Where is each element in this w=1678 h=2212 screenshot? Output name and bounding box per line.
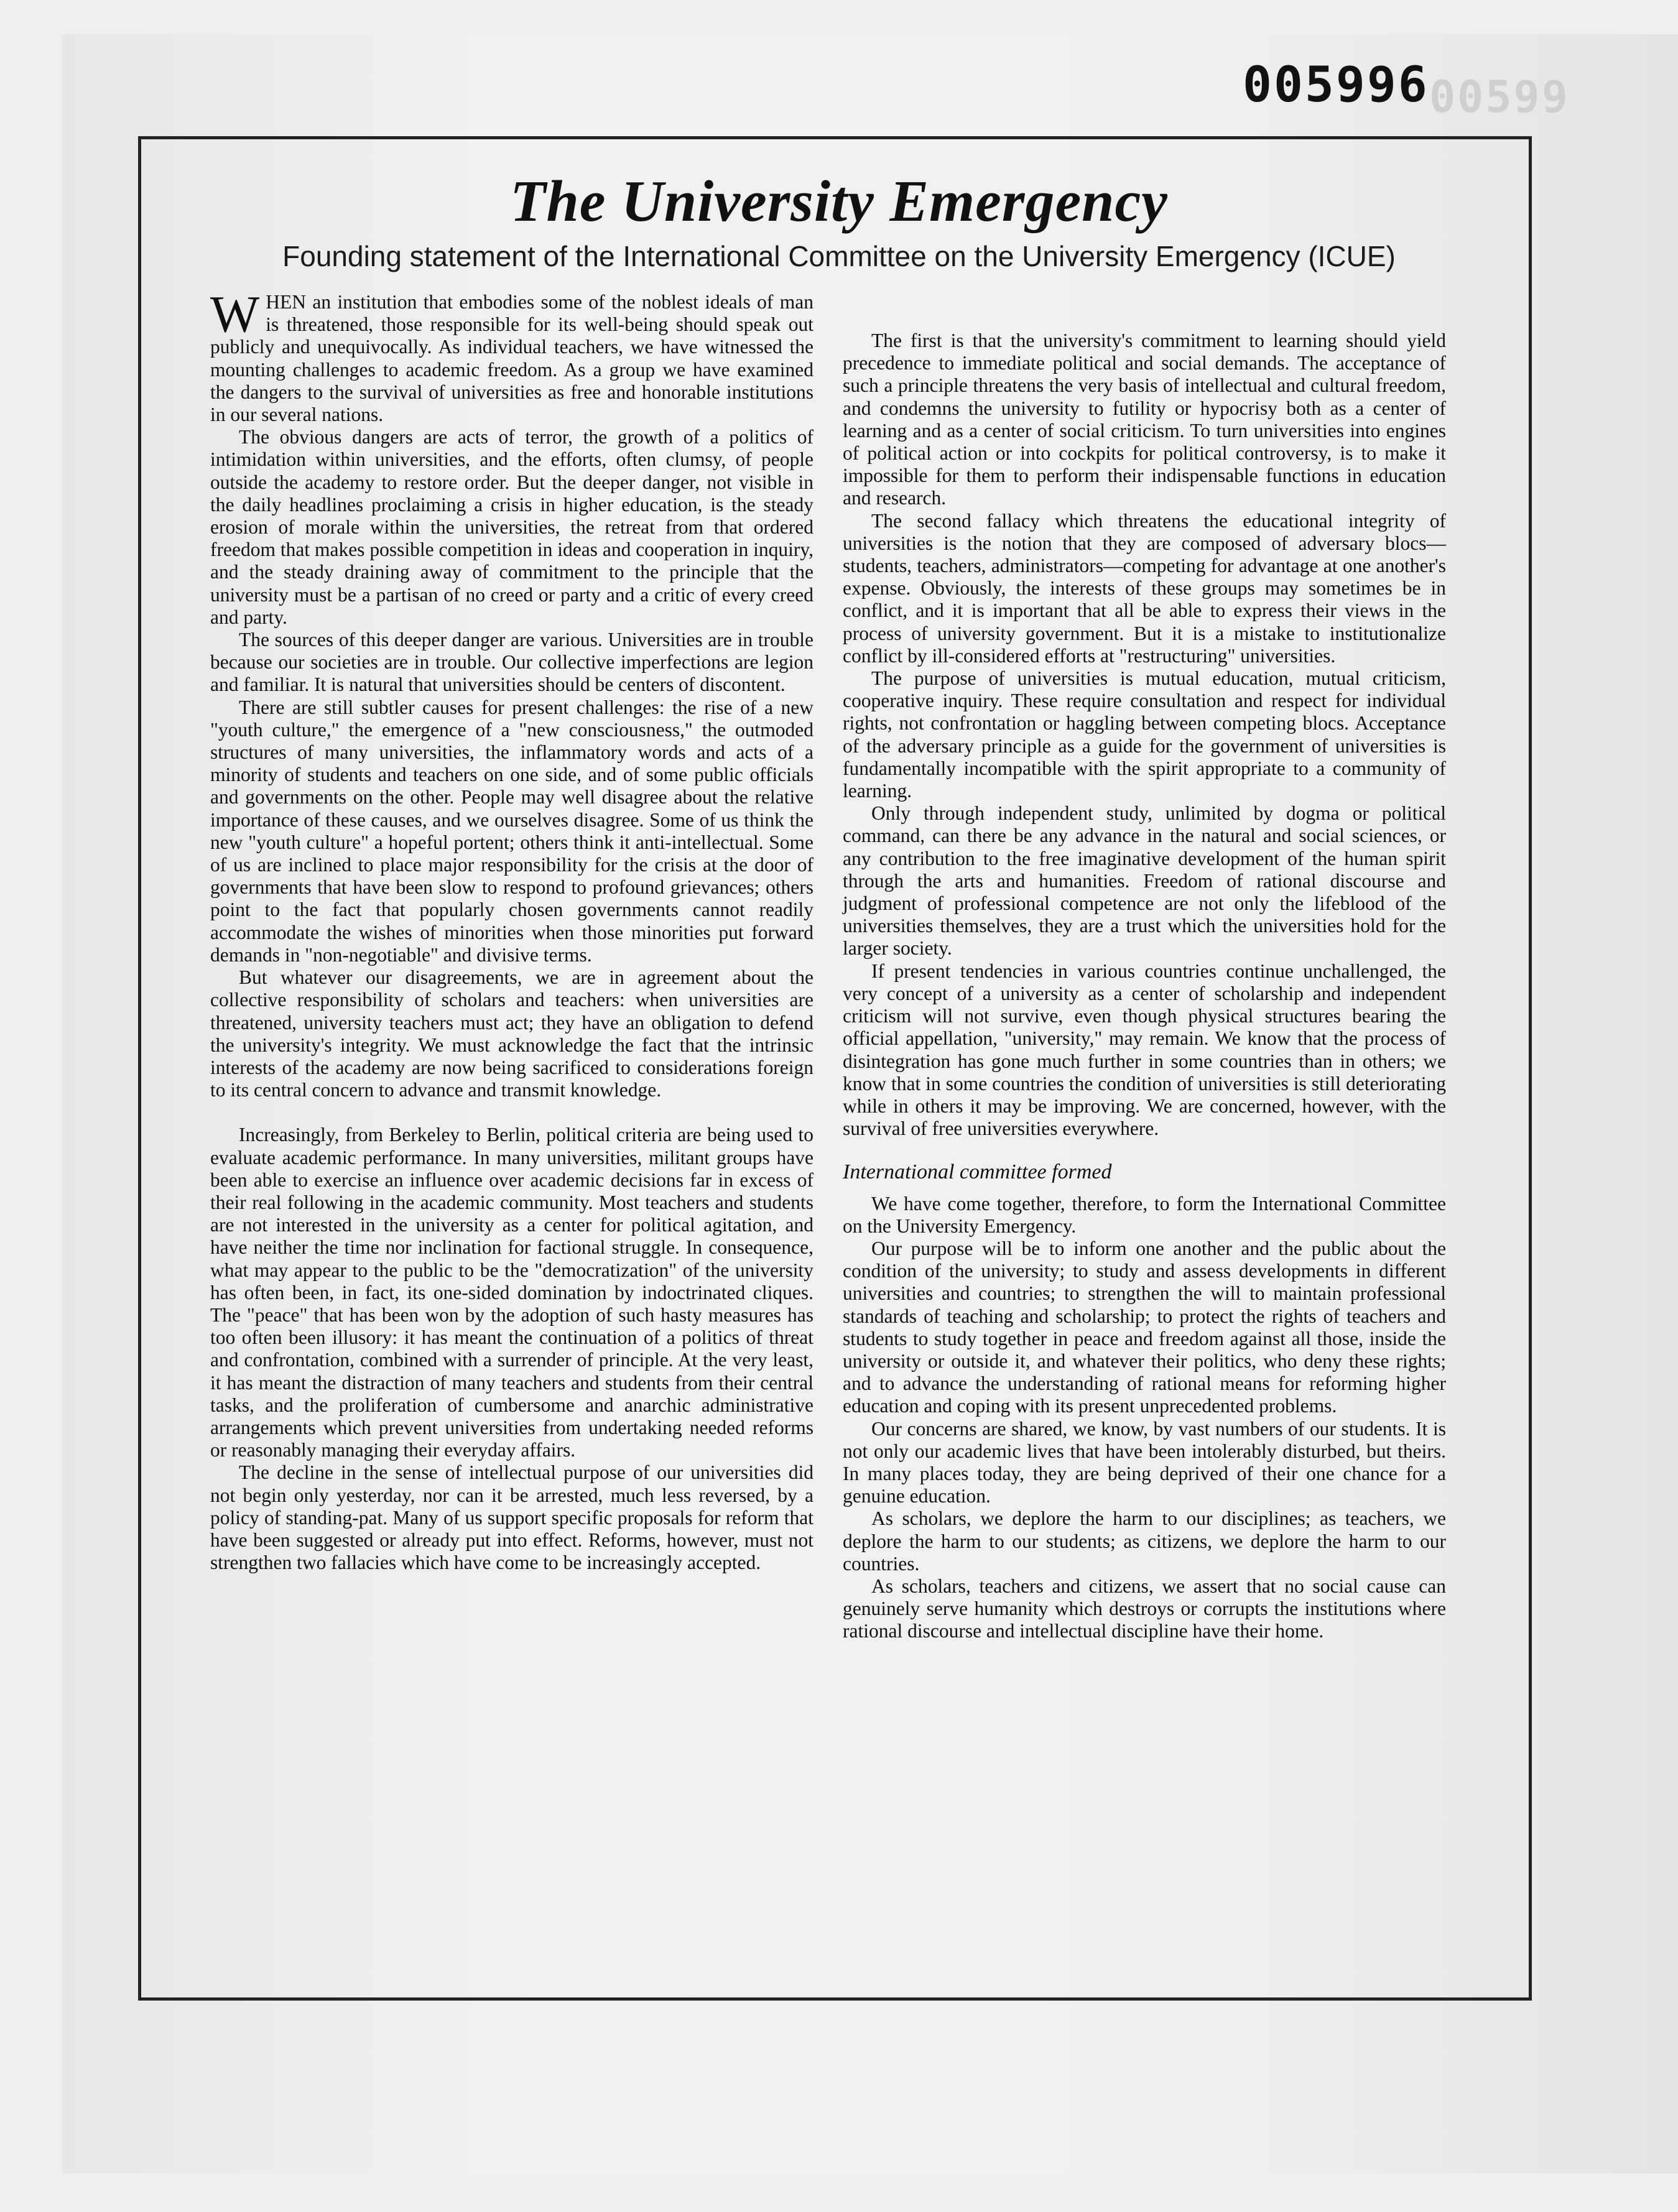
document-number-stamp: 005996 — [1243, 57, 1429, 113]
paragraph: Our concerns are shared, we know, by vast numbers of our students. It is not only our academic lives that have been intolerably disturbed, but theirs. In many places today, they are being deprived of their one chance for a genuine education. — [843, 1417, 1446, 1507]
paragraph: Our purpose will be to inform one another and the public about the condition of the university; to study and assess developments in different universities and countries; to strengthen the will to maintain professional standards of teaching and scholarship; to protect the rights of teachers and students to study together in peace and freedom against all those, inside the university or outside it, and whatever their politics, who deny these rights; and to advance the understanding of rational means for reforming higher education and coping with its present unprecedented problems. — [843, 1237, 1446, 1417]
paragraph: We have come together, therefore, to form the International Committee on the University Emergency. — [843, 1192, 1446, 1237]
paragraph: The obvious dangers are acts of terror, the growth of a politics of intimidation within universities, and the efforts, often clumsy, of people outside the academy to restore order. But the deeper danger, not visible in the daily headlines proclaiming a crisis in higher education, is the steady erosion of morale within the universities, the retreat from that ordered freedom that makes possible competition in ideas and cooperation in inquiry, and the steady draining away of commitment to the principle that the university must be a partisan of no creed or party and a critic of every creed and party. — [210, 426, 814, 628]
page-subtitle: Founding statement of the International Committee on the University Emergency (ICUE) — [282, 240, 1396, 272]
paragraph: The second fallacy which threatens the educational integrity of universities is the notion that they are composed of adversary blocs—students, teachers, administrators—competing for advantage at one another's expense. Obviously, the interests of these groups may sometimes be in conflict, and it is important that all be able to express their views in the process of university government. But it is a mistake to institutionalize conflict by ill-considered efforts at "restructuring" universities. — [843, 509, 1446, 667]
right-column — [843, 330, 1446, 1643]
drop-cap: W — [210, 285, 260, 343]
left-column — [210, 285, 814, 1574]
paragraph: The decline in the sense of intellectual purpose of our universities did not begin only yesterday, nor can it be arrested, much less reversed, by a policy of standing-pat. Many of us support specific proposals for reform that have been suggested or already put into effect. Reforms, however, must not strengthen two fallacies which have come to be increasingly accepted. — [210, 1461, 814, 1574]
paragraph: But whatever our disagreements, we are in agreement about the collective responsibility of scholars and teachers: when universities are threatened, university teachers must act; they have an obligation to defend the university's integrity. We must acknowledge the fact that the intrinsic interests of the academy are now being sacrificed to considerations foreign to its central concern to advance and transmit knowledge. — [210, 966, 814, 1101]
paragraph: As scholars, teachers and citizens, we assert that no social cause can genuinely serve humanity which destroys or corrupts the institutions where rational discourse and intellectual discipline have their home. — [843, 1575, 1446, 1642]
section-heading: International committee formed — [843, 1160, 1112, 1184]
paragraph: The purpose of universities is mutual education, mutual criticism, cooperative inquiry. These require consultation and respect for individual rights, not confrontation or haggling between competing blocs. Acceptance of the adversary principle as a guide for the government of universities is fundamentally incompatible with the spirit appropriate to a community of learning. — [843, 667, 1446, 802]
bleed-through-number: 00599 — [1429, 72, 1570, 123]
paragraph: As scholars, we deplore the harm to our disciplines; as teachers, we deplore the harm to our students; as citizens, we deplore the harm to our countries. — [843, 1507, 1446, 1575]
paragraph-text: HEN an institution that embodies some of the noblest ideals of man is threatened, those responsible for its well-being should speak out publicly and unequivocally. As individual teachers, we have witnessed the mounting challenges to academic freedom. As a group we have examined the dangers to the survival of universities as free and honorable institutions in our several nations. — [210, 291, 814, 426]
page-title: The University Emergency — [510, 169, 1168, 234]
paragraph: Only through independent study, unlimited by dogma or political command, can there be any advance in the natural and social sciences, or any contribution to the free imaginative development of the human spirit through the arts and humanities. Freedom of rational discourse and judgment of professional competence are not only the lifeblood of the universities themselves, they are a trust which the universities hold for the larger society. — [843, 802, 1446, 960]
paragraph: The first is that the university's commitment to learning should yield precedence to immediate political and social demands. The acceptance of such a principle threatens the very basis of intellectual and cultural freedom, and condemns the university to futility or hypocrisy both as a center of learning and as a center of social criticism. To turn universities into engines of political action or into cockpits for political controversy, is to make it impossible for them to perform their indispensable functions in education and research. — [843, 330, 1446, 509]
paragraph: There are still subtler causes for present challenges: the rise of a new "youth culture," the emergence of a "new consciousness," the outmoded structures of many universities, the inflammatory words and acts of a minority of students and teachers on one side, and of some public officials and governments on the other. People may well disagree about the relative importance of these causes, and we ourselves disagree. Some of us think the new "youth culture" a hopeful portent; others think it anti-intellectual. Some of us are inclined to place major responsibility for the crisis at the door of governments that have been slow to respond to profound grievances; others point to the fact that popularly chosen governments cannot readily accommodate the wishes of minorities when those minorities put forward demands in "non-negotiable" and divisive terms. — [210, 696, 814, 966]
paragraph: The sources of this deeper danger are various. Universities are in trouble because our societies are in trouble. Our collective imperfections are legion and familiar. It is natural that universities should be centers of discontent. — [210, 629, 814, 696]
paragraph: Increasingly, from Berkeley to Berlin, political criteria are being used to evaluate academic performance. In many universities, militant groups have been able to exercise an influence over academic decisions far in excess of their real following in the academic community. Most teachers and students are not interested in the university as a center for political agitation, and have neither the time nor inclination for factional struggle. In consequence, what may appear to the public to be the "democratization" of the university has often been, in fact, its one-sided domination by indoctrinated cliques. The "peace" that has been won by the adoption of such hasty measures has too often been illusory: it has meant the continuation of a politics of threat and confrontation, combined with a surrender of principle. At the very least, it has meant the distraction of many teachers and students from their central tasks, and the proliferation of cumbersome and anarchic administrative arrangements which prevent universities from undertaking needed reforms or reasonably managing their everyday affairs. — [210, 1124, 814, 1461]
paragraph — [210, 285, 814, 426]
paragraph: If present tendencies in various countries continue unchallenged, the very concept of a university as a center of scholarship and independent criticism will not survive, even though physical structures bearing the official appellation, "university," may remain. We know that the process of disintegration has gone much further in some countries than in others; we know that in some countries the condition of universities is still deteriorating while in others it may be improving. We are concerned, however, with the survival of free universities everywhere. — [843, 960, 1446, 1140]
